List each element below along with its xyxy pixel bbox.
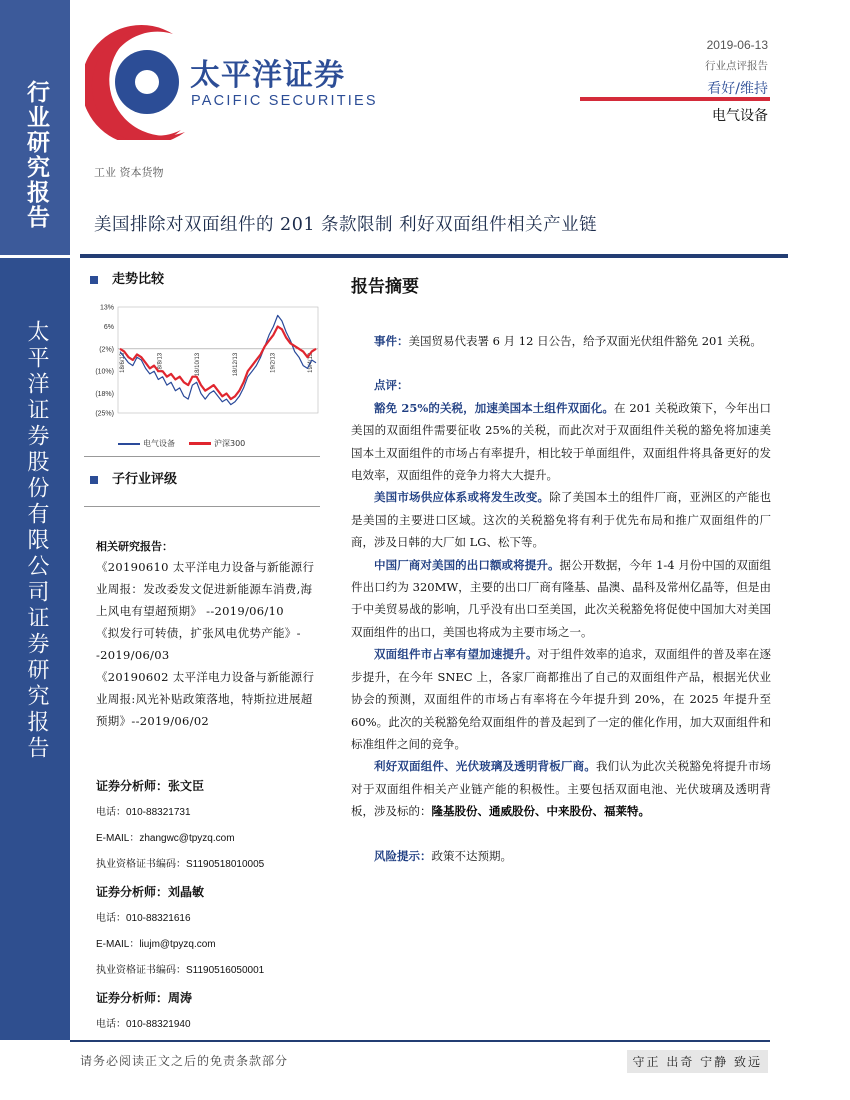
left-divider xyxy=(84,456,320,457)
abstract-body xyxy=(351,330,771,867)
trend-section-heading: 走势比较 xyxy=(90,268,164,287)
analyst-name: 证券分析师：刘晶敏 xyxy=(96,885,205,899)
x-tick-label: 18/12/13 xyxy=(232,352,239,377)
company-motto: 守正 出奇 宁静 致远 xyxy=(627,1050,768,1073)
related-report-item[interactable]: 《20190602 太平洋电力设备与新能源行业周报:风光补贴政策落地，特斯拉进展超预期》--2019/06/02 xyxy=(96,670,315,728)
series-line-index xyxy=(120,327,316,400)
y-tick-label: (18%) xyxy=(95,390,114,398)
analyst-list xyxy=(96,772,336,1038)
title-divider xyxy=(80,254,788,258)
footer-divider xyxy=(70,1040,770,1042)
legend-item-sector: 电气设备 xyxy=(118,438,175,449)
analyst-phone: 电话：010-88321940 xyxy=(96,1019,191,1030)
x-tick-label: 18/10/13 xyxy=(195,352,202,377)
disclaimer-note: 请务必阅读正文之后的免责条款部分 xyxy=(80,1054,289,1068)
left-divider xyxy=(84,506,320,507)
side-label-top: 行业研究报告 xyxy=(23,80,50,230)
logo-chinese-name: 太平洋证券 xyxy=(190,58,345,93)
report-type: 行业点评报告 xyxy=(705,60,768,72)
analyst-name: 证券分析师：周涛 xyxy=(96,991,193,1005)
comment-label: 点评： xyxy=(374,378,409,393)
report-title: 美国排除对双面组件的 201 条款限制 利好双面组件相关产业链 xyxy=(94,215,598,235)
logo-english-name: PACIFIC SECURITIES xyxy=(191,93,378,109)
related-report-item[interactable]: 《拟发行可转债，扩张风电优势产能》--2019/06/03 xyxy=(96,626,301,662)
abstract-heading: 报告摘要 xyxy=(351,277,419,297)
legend-item-index: 沪深300 xyxy=(189,438,245,449)
related-reports-heading: 相关研究报告： xyxy=(96,540,173,553)
analyst-cert: 执业资格证书编码：S1190516050001 xyxy=(96,965,265,976)
point-paragraph-3: 中国厂商对美国的出口额或将提升。据公开数据，今年 1-4 月份中国的双面组件出口约为 320MW，主要的出口厂商有隆基、晶澳、晶科及常州亿晶等，但是由于中美贸易战的影响，几乎没有出口至美国，此次关税豁免将促使中国加大对美国双面组件的出口，美国也将成为主要市场之一。 xyxy=(351,557,772,639)
x-tick-label: 18/6/13 xyxy=(120,352,126,373)
analyst-email[interactable]: E-MAIL：liujm@tpyzq.com xyxy=(96,939,216,950)
bullet-square-icon xyxy=(90,276,98,284)
x-tick-label: 19/2/13 xyxy=(270,352,277,373)
rating: 看好/维持 xyxy=(707,81,768,97)
rating-section-heading: 子行业评级 xyxy=(90,468,177,487)
x-tick-label: 19/4/13 xyxy=(308,352,314,373)
point-paragraph-1: 豁免 25%的关税，加速美国本土组件双面化。在 201 关税政策下，今年出口美国的双面组件需要征收 25%的关税，而此次对于双面组件关税的豁免将加速美国本土双面组件的市场占有率提升，相比较于单面组件，双面组件将具备更好的发电效率，双面组件的竞争力将大大提升。 xyxy=(351,400,771,483)
related-reports-list xyxy=(96,556,324,732)
y-tick-label: (2%) xyxy=(99,346,114,354)
side-label-bottom: 太平洋证券股份有限公司证券研究报告 xyxy=(24,320,49,762)
y-tick-label: 6% xyxy=(103,324,114,332)
analyst-cert: 执业资格证书编码：S1190518010005 xyxy=(96,859,265,870)
analyst-name: 证券分析师：张文臣 xyxy=(96,779,205,793)
risk-paragraph: 风险提示：政策不达预期。 xyxy=(374,848,512,863)
related-report-item[interactable]: 《20190610 太平洋电力设备与新能源行业周报：发改委发文促进新能源车消费,海上风电有望超预期》 --2019/06/10 xyxy=(96,560,315,618)
report-date: 2019-06-13 xyxy=(706,38,768,52)
point-paragraph-4: 双面组件市占率有望加速提升。对于组件效率的追求，双面组件的普及率在逐步提升，在今年 SNEC 上，各家厂商都推出了自己的双面组件产品，根据光伏业协会的预测，双面组件的市场占有率将在今年提升到 20%，在 2025 年提升至 60%。此次的关税豁免给双面组件的普及起到了一定的催化作用，加大双面组件和标准组件之间的竞争。 xyxy=(351,647,771,751)
y-tick-label: (10%) xyxy=(95,368,114,376)
sector: 电气设备 xyxy=(712,108,768,124)
y-tick-label: 13% xyxy=(99,304,114,312)
bullet-square-icon xyxy=(90,476,98,484)
industry-path: 工业 资本货物 xyxy=(94,166,164,179)
analyst-phone: 电话：010-88321616 xyxy=(96,913,191,924)
event-paragraph: 事件：美国贸易代表署 6 月 12 日公告，给予双面光伏组件豁免 201 关税。 xyxy=(374,334,762,348)
header-divider xyxy=(580,97,770,101)
y-tick-label: (25%) xyxy=(95,410,114,418)
point-paragraph-5: 利好双面组件、光伏玻璃及透明背板厂商。我们认为此次关税豁免将提升市场对于双面组件相关产业链产能的积极性。主要包括双面电池、光伏玻璃及透明背板，涉及标的：隆基股份、通威股份、中来股份、福莱特。 xyxy=(351,759,771,819)
point-paragraph-2: 美国市场供应体系或将发生改变。除了美国本土的组件厂商，亚洲区的产能也是美国的主要进口区域。这次的关税豁免将有利于优先布局和推广双面组件的厂商，涉及日韩的大厂如 LG、松下等。 xyxy=(351,490,772,550)
analyst-email[interactable]: E-MAIL：zhangwc@tpyzq.com xyxy=(96,833,235,844)
x-tick-label: 18/8/13 xyxy=(157,352,164,373)
trend-chart xyxy=(84,295,324,455)
analyst-phone: 电话：010-88321731 xyxy=(96,807,191,818)
chart-legend xyxy=(118,438,245,449)
